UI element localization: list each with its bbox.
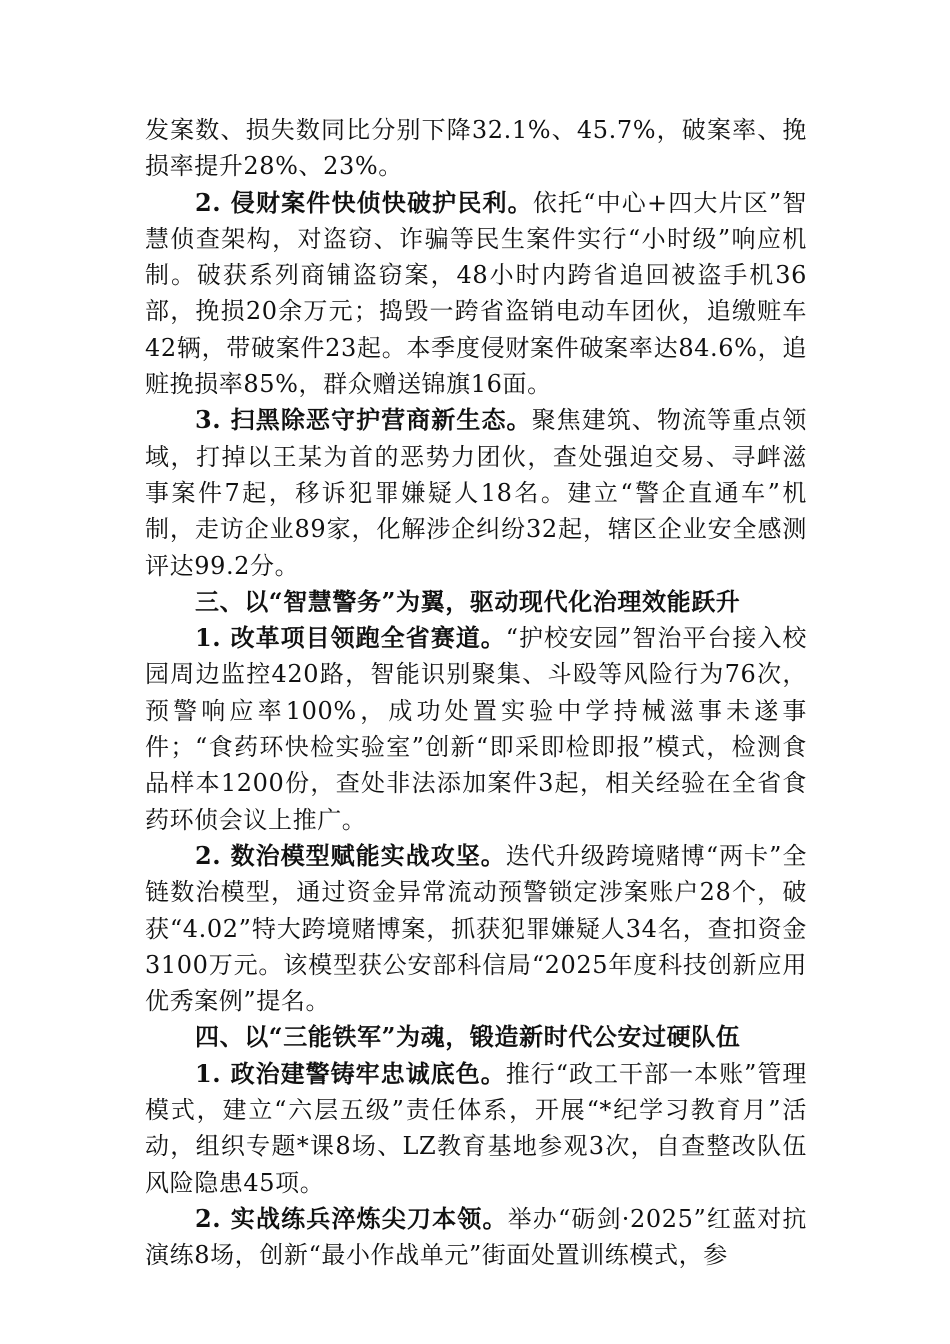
paragraph-lead: 1. 改革项目领跑全省赛道。 xyxy=(195,623,506,653)
paragraph-anti-gang xyxy=(145,402,807,583)
paragraph-lead: 1. 政治建警铸牢忠诚底色。 xyxy=(195,1058,506,1088)
paragraph-lead: 3. 扫黑除恶守护营商新生态。 xyxy=(195,405,532,435)
paragraph-reform-projects xyxy=(145,620,807,838)
paragraph-text: 迭代升级跨境赌博“两卡”全链数治模型，通过资金异常流动预警锁定涉案账户28个，破获“4.02”特大跨境赌博案，抓获犯罪嫌疑人34名，查扣资金3100万元。该模型获公安部科信局“2025年度科技创新应用优秀案例”提名。 xyxy=(145,841,807,1016)
paragraph-text: 发案数、损失数同比分别下降32.1%、45.7%，破案率、挽损率提升28%、23%。 xyxy=(145,116,807,181)
paragraph-lead: 2. 实战练兵淬炼尖刀本领。 xyxy=(195,1203,508,1233)
paragraph-lead: 2. 侵财案件快侦快破护民利。 xyxy=(195,187,533,217)
document-page xyxy=(145,112,807,1274)
paragraph-text: 推行“政工干部一本账”管理模式，建立“六层五级”责任体系，开展“*纪学习教育月”活动，组织专题*课8场、LZ教育基地参观3次，自查整改队伍风险隐患45项。 xyxy=(145,1059,807,1197)
section-heading-smart-policing: 三、以“智慧警务”为翼，驱动现代化治理效能跃升 xyxy=(195,586,741,616)
paragraph-text: “护校安园”智治平台接入校园周边监控420路，智能识别聚集、斗殴等风险行为76次，预警响应率100%，成功处置实验中学持械滋事未遂事件；“食药环快检实验室”创新“即采即检即报”模式，检测食品样本1200份，查处非法添加案件3起，相关经验在全省食药环侦会议上推广。 xyxy=(145,624,807,834)
paragraph-lead: 2. 数治模型赋能实战攻坚。 xyxy=(195,840,506,870)
paragraph-text: 聚焦建筑、物流等重点领域，打掉以王某为首的恶势力团伙，查处强迫交易、寻衅滋事案件7起，移诉犯罪嫌疑人18名。建立“警企直通车”机制，走访企业89家，化解涉企纠纷32起，辖区企业安全感测评达99.2分。 xyxy=(145,406,807,580)
paragraph-training xyxy=(145,1201,807,1274)
paragraph-continuation xyxy=(145,112,807,185)
paragraph-political-loyalty xyxy=(145,1056,807,1201)
paragraph-text: 依托“中心+四大片区”智慧侦查架构，对盗窃、诈骗等民生案件实行“小时级”响应机制。破获系列商铺盗窃案，48小时内跨省追回被盗手机36部，挽损20余万元；捣毁一跨省盗销电动车团伙，追缴赃车42辆，带破案件23起。本季度侵财案件破案率达84.6%，追赃挽损率85%，群众赠送锦旗16面。 xyxy=(145,188,807,399)
section-heading-iron-army: 四、以“三能铁军”为魂，锻造新时代公安过硬队伍 xyxy=(195,1022,741,1052)
paragraph-text: 举办“砺剑·2025”红蓝对抗演练8场，创新“最小作战单元”街面处置训练模式，参 xyxy=(145,1204,808,1270)
paragraph-data-model xyxy=(145,838,807,1019)
paragraph-property-crime xyxy=(145,185,807,403)
